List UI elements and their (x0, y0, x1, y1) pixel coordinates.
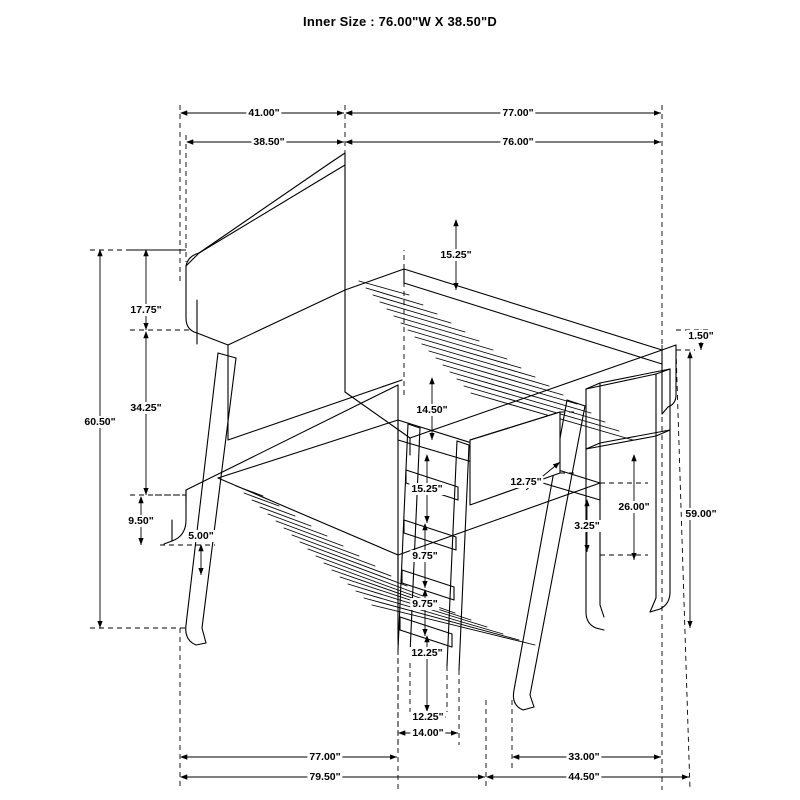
dimension-label: 12.75" (510, 476, 542, 488)
dimension-label: 12.25" (411, 647, 443, 659)
dimension-label: 5.00" (188, 530, 214, 542)
dimension-label: 1.50" (688, 330, 714, 342)
dimension-label: 9.50" (128, 515, 154, 527)
dimension-label: 44.50" (568, 771, 600, 783)
dimension-label: 77.00" (309, 751, 341, 763)
dimension-label: 33.00" (568, 751, 600, 763)
dimension-label: 34.25" (130, 402, 162, 414)
dimension-label: 41.00" (248, 107, 280, 119)
dimension-label: 17.75" (130, 304, 162, 316)
dimension-label: 76.00" (502, 136, 534, 148)
dimension-label: 14.00" (412, 727, 444, 739)
dimension-label: 14.50" (416, 404, 448, 416)
dimension-label: 9.75" (412, 550, 438, 562)
page-title: Inner Size : 76.00"W X 38.50"D (303, 14, 497, 29)
dimension-label: 9.75" (412, 598, 438, 610)
dimension-label: 38.50" (253, 136, 285, 148)
dimension-label: 12.25" (412, 711, 444, 723)
dimension-label: 3.25" (574, 520, 600, 532)
dimension-label: 15.25" (440, 249, 472, 261)
dimension-label: 79.50" (309, 771, 341, 783)
dimension-label: 26.00" (618, 501, 650, 513)
dimension-label: 77.00" (502, 107, 534, 119)
dimension-label: 15.25" (411, 483, 443, 495)
dimension-label: 59.00" (685, 508, 717, 520)
dimension-label: 60.50" (84, 416, 116, 428)
